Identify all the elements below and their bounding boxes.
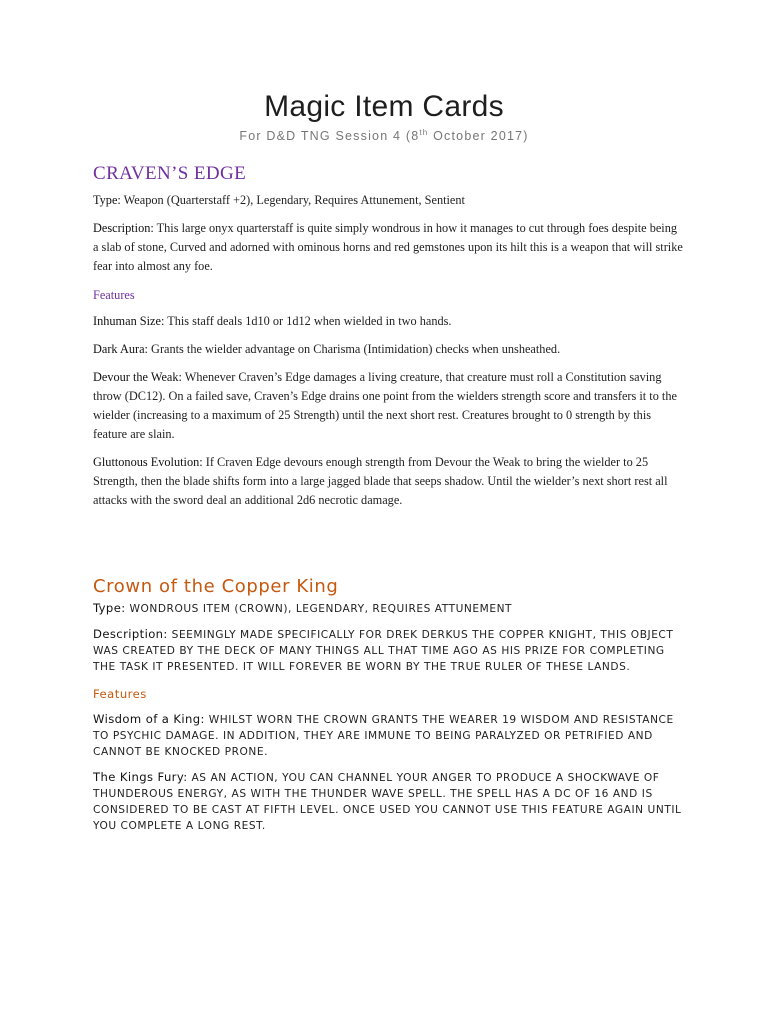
feature-label: The Kings Fury: (93, 770, 188, 784)
feature-label: Inhuman Size: (93, 314, 165, 328)
item-crown-of-the-copper-king (93, 576, 683, 843)
feature-gluttonous-evolution (93, 453, 683, 510)
subtitle-end: October 2017) (428, 129, 529, 144)
subtitle-ordinal: th (419, 128, 429, 137)
description-text: SEEMINGLY MADE SPECIFICALLY FOR DREK DERKUS THE COPPER KNIGHT, THIS OBJECT WAS CREATED BY THE DECK OF MANY THINGS ALL THAT TIME AGO AS HIS PRIZE FOR COMPLETING THE TASK IT PRESENTED. IT WILL FOREVER BE WORN BY THE TRUE RULER OF THESE LANDS. (93, 629, 674, 673)
feature-dark-aura (93, 340, 683, 359)
feature-text: If Craven Edge devours enough strength from Devour the Weak to bring the wielder to 25 Strength, then the blade shifts form into a large jagged blade that seeps shadow. Until the wielder’s next short rest all attacks with the sword deal an additional 2d6 necrotic damage. (93, 455, 668, 507)
item-type (93, 191, 683, 210)
type-label: Type: (93, 193, 121, 207)
feature-label: Devour the Weak: (93, 370, 182, 384)
feature-label: Dark Aura: (93, 342, 148, 356)
description-text: This large onyx quarterstaff is quite simply wondrous in how it manages to cut through foes despite being a slab of stone, Curved and adorned with ominous horns and red gemstones upon its hilt this is a weapon that will strike fear into almost any foe. (93, 221, 683, 273)
features-heading: Features (93, 687, 147, 701)
feature-label: Gluttonous Evolution: (93, 455, 203, 469)
feature-devour-the-weak (93, 368, 683, 444)
document-title: Magic Item Cards (264, 90, 504, 123)
feature-text: Grants the wielder advantage on Charisma (Intimidation) checks when unsheathed. (147, 342, 561, 356)
item-type (93, 600, 683, 617)
item-cravens-edge (93, 163, 683, 519)
item-title: Crown of the Copper King (93, 576, 339, 597)
feature-the-kings-fury (93, 769, 683, 834)
feature-text: Whenever Craven’s Edge damages a living creature, that creature must roll a Constitution saving throw (DC12). On a failed save, Craven’s Edge drains one point from the wielders strength score and transfers it to the wielder (increasing to a maximum of 25 Strength) until the next short rest. Creatures brought to 0 strength by this feature are slain. (93, 370, 677, 441)
item-title: CRAVEN’S EDGE (93, 163, 247, 184)
feature-text: This staff deals 1d10 or 1d12 when wielded in two hands. (164, 314, 452, 328)
description-label: Description: (93, 627, 168, 641)
type-text: WONDROUS ITEM (CROWN), LEGENDARY, REQUIRES ATTUNEMENT (125, 603, 513, 615)
feature-label: Wisdom of a King: (93, 712, 205, 726)
description-label: Description: (93, 221, 154, 235)
type-text: Weapon (Quarterstaff +2), Legendary, Requires Attunement, Sentient (120, 193, 465, 207)
features-heading: Features (93, 288, 135, 302)
item-description (93, 626, 683, 675)
subtitle-start: For D&D TNG Session 4 (8 (239, 129, 420, 144)
feature-text: WHILST WORN THE CROWN GRANTS THE WEARER 19 WISDOM AND RESISTANCE TO PSYCHIC DAMAGE. IN ADDITION, THEY ARE IMMUNE TO BEING PARALYZED OR PETRIFIED AND CANNOT BE KNOCKED PRONE. (93, 714, 674, 758)
item-description (93, 219, 683, 276)
feature-text: AS AN ACTION, YOU CAN CHANNEL YOUR ANGER TO PRODUCE A SHOCKWAVE OF THUNDEROUS ENERGY, AS WITH THE THUNDER WAVE SPELL. THE SPELL HAS A DC OF 16 AND IS CONSIDERED TO BE CAST AT FIFTH LEVEL. ONCE USED YOU CANNOT USE THIS FEATURE AGAIN UNTIL YOU COMPLETE A LONG REST. (93, 772, 682, 832)
feature-inhuman-size (93, 312, 683, 331)
document-subtitle (0, 128, 768, 143)
type-label: Type: (93, 601, 126, 615)
feature-wisdom-of-a-king (93, 711, 683, 760)
